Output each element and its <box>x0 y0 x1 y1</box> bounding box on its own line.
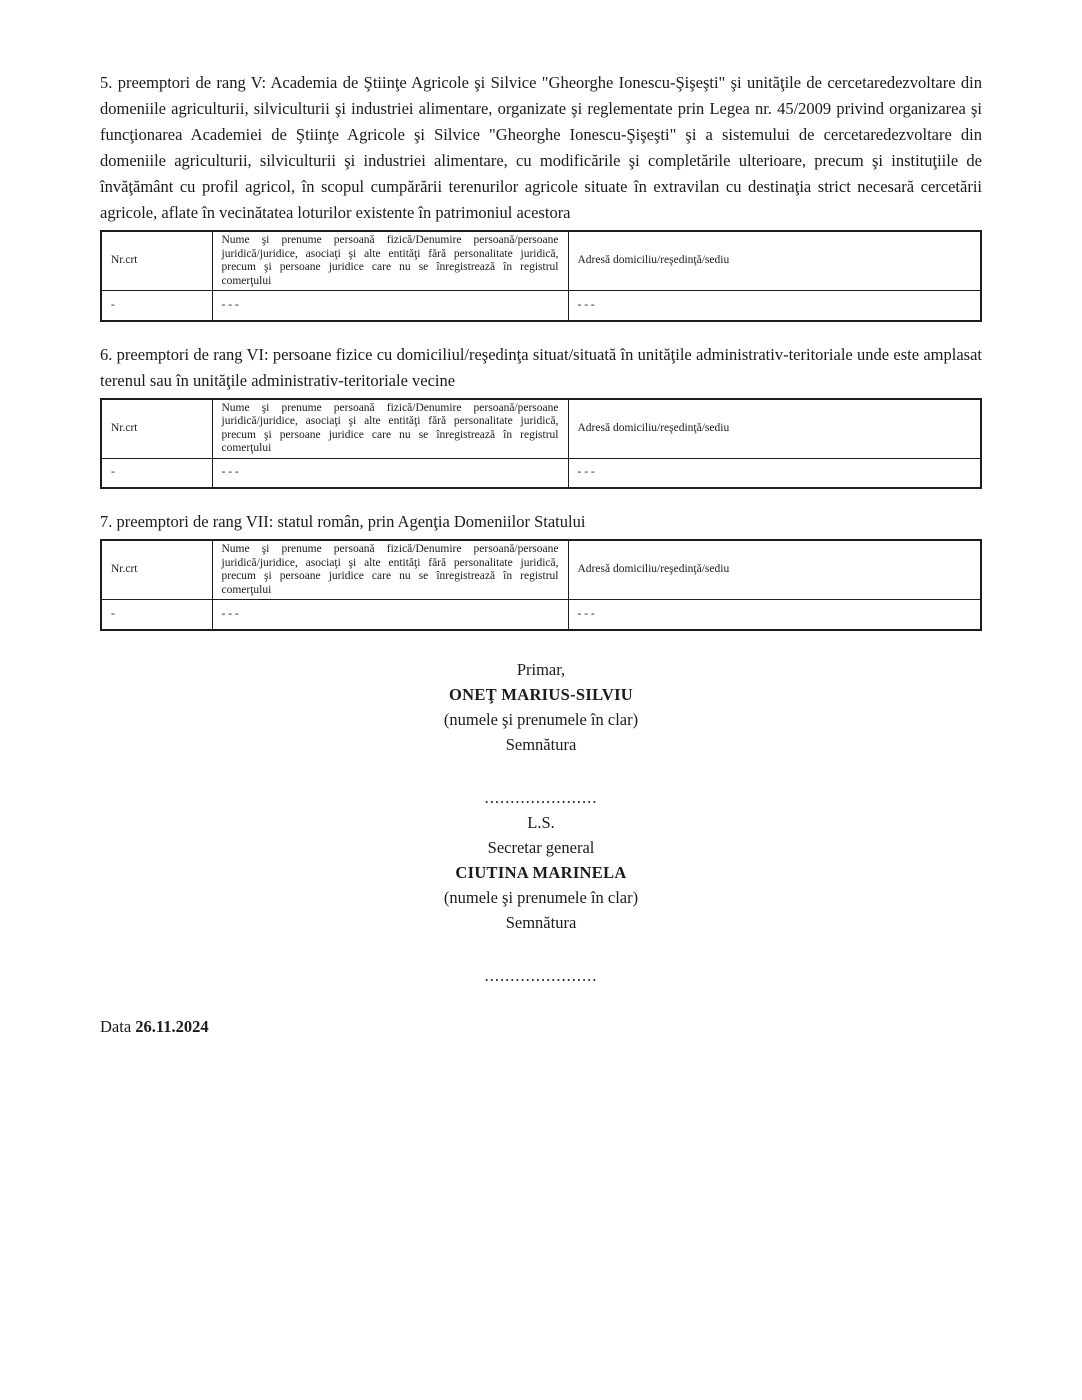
cell-nr: - <box>101 458 212 488</box>
primar-name: ONEŢ MARIUS-SILVIU <box>448 684 634 704</box>
section-rank-7 <box>100 509 982 631</box>
rank-5-preemptors-table <box>100 230 982 322</box>
header-nr-crt: Nr.crt <box>101 231 212 291</box>
section-rank-5 <box>100 70 982 322</box>
header-nr-crt: Nr.crt <box>101 399 212 459</box>
rank-7-preemptors-table <box>100 539 982 631</box>
cell-nr: - <box>101 291 212 321</box>
signature-label-2: Semnătura <box>505 912 577 932</box>
table-header-row <box>101 540 981 600</box>
table-data-row <box>101 600 981 630</box>
dotted-signature-line: ...................... <box>484 787 598 807</box>
rank-7-paragraph: 7. preemptori de rang VII: statul român, prin Agenţia Domeniilor Statului <box>100 512 586 531</box>
table-header-row <box>101 231 981 291</box>
cell-name: - - - <box>212 291 568 321</box>
rank-5-paragraph: 5. preemptori de rang V: Academia de Ştiinţe Agricole şi Silvice "Gheorghe Ionescu-Şişeşti" şi unităţile de cercetaredezvoltare din domeniile agriculturii, silviculturii şi industriei alimentare, organizate şi reglementate prin Legea nr. 45/2009 privind organizarea şi funcţionarea Academiei de Ştiinţe Agricole şi Silvice "Gheorghe Ionescu-Şişeşti" şi a sistemului de cercetaredezvoltare din domeniile agriculturii, silviculturii şi industriei alimentare, cu modificările şi completările ulterioare, precum şi instituţiile de învăţământ cu profil agricol, în scopul cumpărării terenurilor agricole situate în extravilan cu destinaţia strict necesară cercetării agricole, aflate în vecinătatea loturilor existente în patrimoniul acestora <box>100 73 982 222</box>
secretary-name: CIUTINA MARINELA <box>455 862 627 882</box>
header-address-column: Adresă domiciliu/reşedinţă/sediu <box>568 399 981 459</box>
cell-address: - - - <box>568 600 981 630</box>
rank-6-paragraph: 6. preemptori de rang VI: persoane fizice cu domiciliul/reşedinţa situat/situată în unităţile administrativ-teritoriale unde este amplasat terenul sau în unităţile administrativ-teritoriale vecine <box>100 344 982 390</box>
header-name-column: Nume şi prenume persoană fizică/Denumire persoană/persoane juridică/juridice, asociaţi şi alte entităţi fără personalitate juridică, precum şi persoane juridice care nu se înregistrează în registrul comerţului <box>212 231 568 291</box>
cell-address: - - - <box>568 458 981 488</box>
primar-title: Primar, <box>516 659 566 679</box>
header-address-column: Adresă domiciliu/reşedinţă/sediu <box>568 540 981 600</box>
name-in-clear-note-2: (numele şi prenumele în clar) <box>443 887 639 907</box>
signature-block <box>100 657 982 988</box>
name-in-clear-note: (numele şi prenumele în clar) <box>443 709 639 729</box>
date-label: Data <box>100 1016 132 1036</box>
table-data-row <box>101 291 981 321</box>
signature-label: Semnătura <box>505 734 577 754</box>
secretary-title: Secretar general <box>487 837 595 857</box>
cell-nr: - <box>101 600 212 630</box>
cell-name: - - - <box>212 600 568 630</box>
rank-6-preemptors-table <box>100 398 982 490</box>
date-value: 26.11.2024 <box>135 1016 209 1036</box>
table-header-row <box>101 399 981 459</box>
cell-address: - - - <box>568 291 981 321</box>
date-line <box>100 1014 982 1040</box>
section-rank-6 <box>100 342 982 490</box>
header-name-column: Nume şi prenume persoană fizică/Denumire persoană/persoane juridică/juridice, asociaţi şi alte entităţi fără personalitate juridică, precum şi persoane juridice care nu se înregistrează în registrul comerţului <box>212 540 568 600</box>
header-nr-crt: Nr.crt <box>101 540 212 600</box>
header-address-column: Adresă domiciliu/reşedinţă/sediu <box>568 231 981 291</box>
table-data-row <box>101 458 981 488</box>
cell-name: - - - <box>212 458 568 488</box>
header-name-column: Nume şi prenume persoană fizică/Denumire persoană/persoane juridică/juridice, asociaţi şi alte entităţi fără personalitate juridică, precum şi persoane juridice care nu se înregistrează în registrul comerţului <box>212 399 568 459</box>
dotted-signature-line-2: ...................... <box>484 965 598 985</box>
ls-label: L.S. <box>527 812 555 832</box>
